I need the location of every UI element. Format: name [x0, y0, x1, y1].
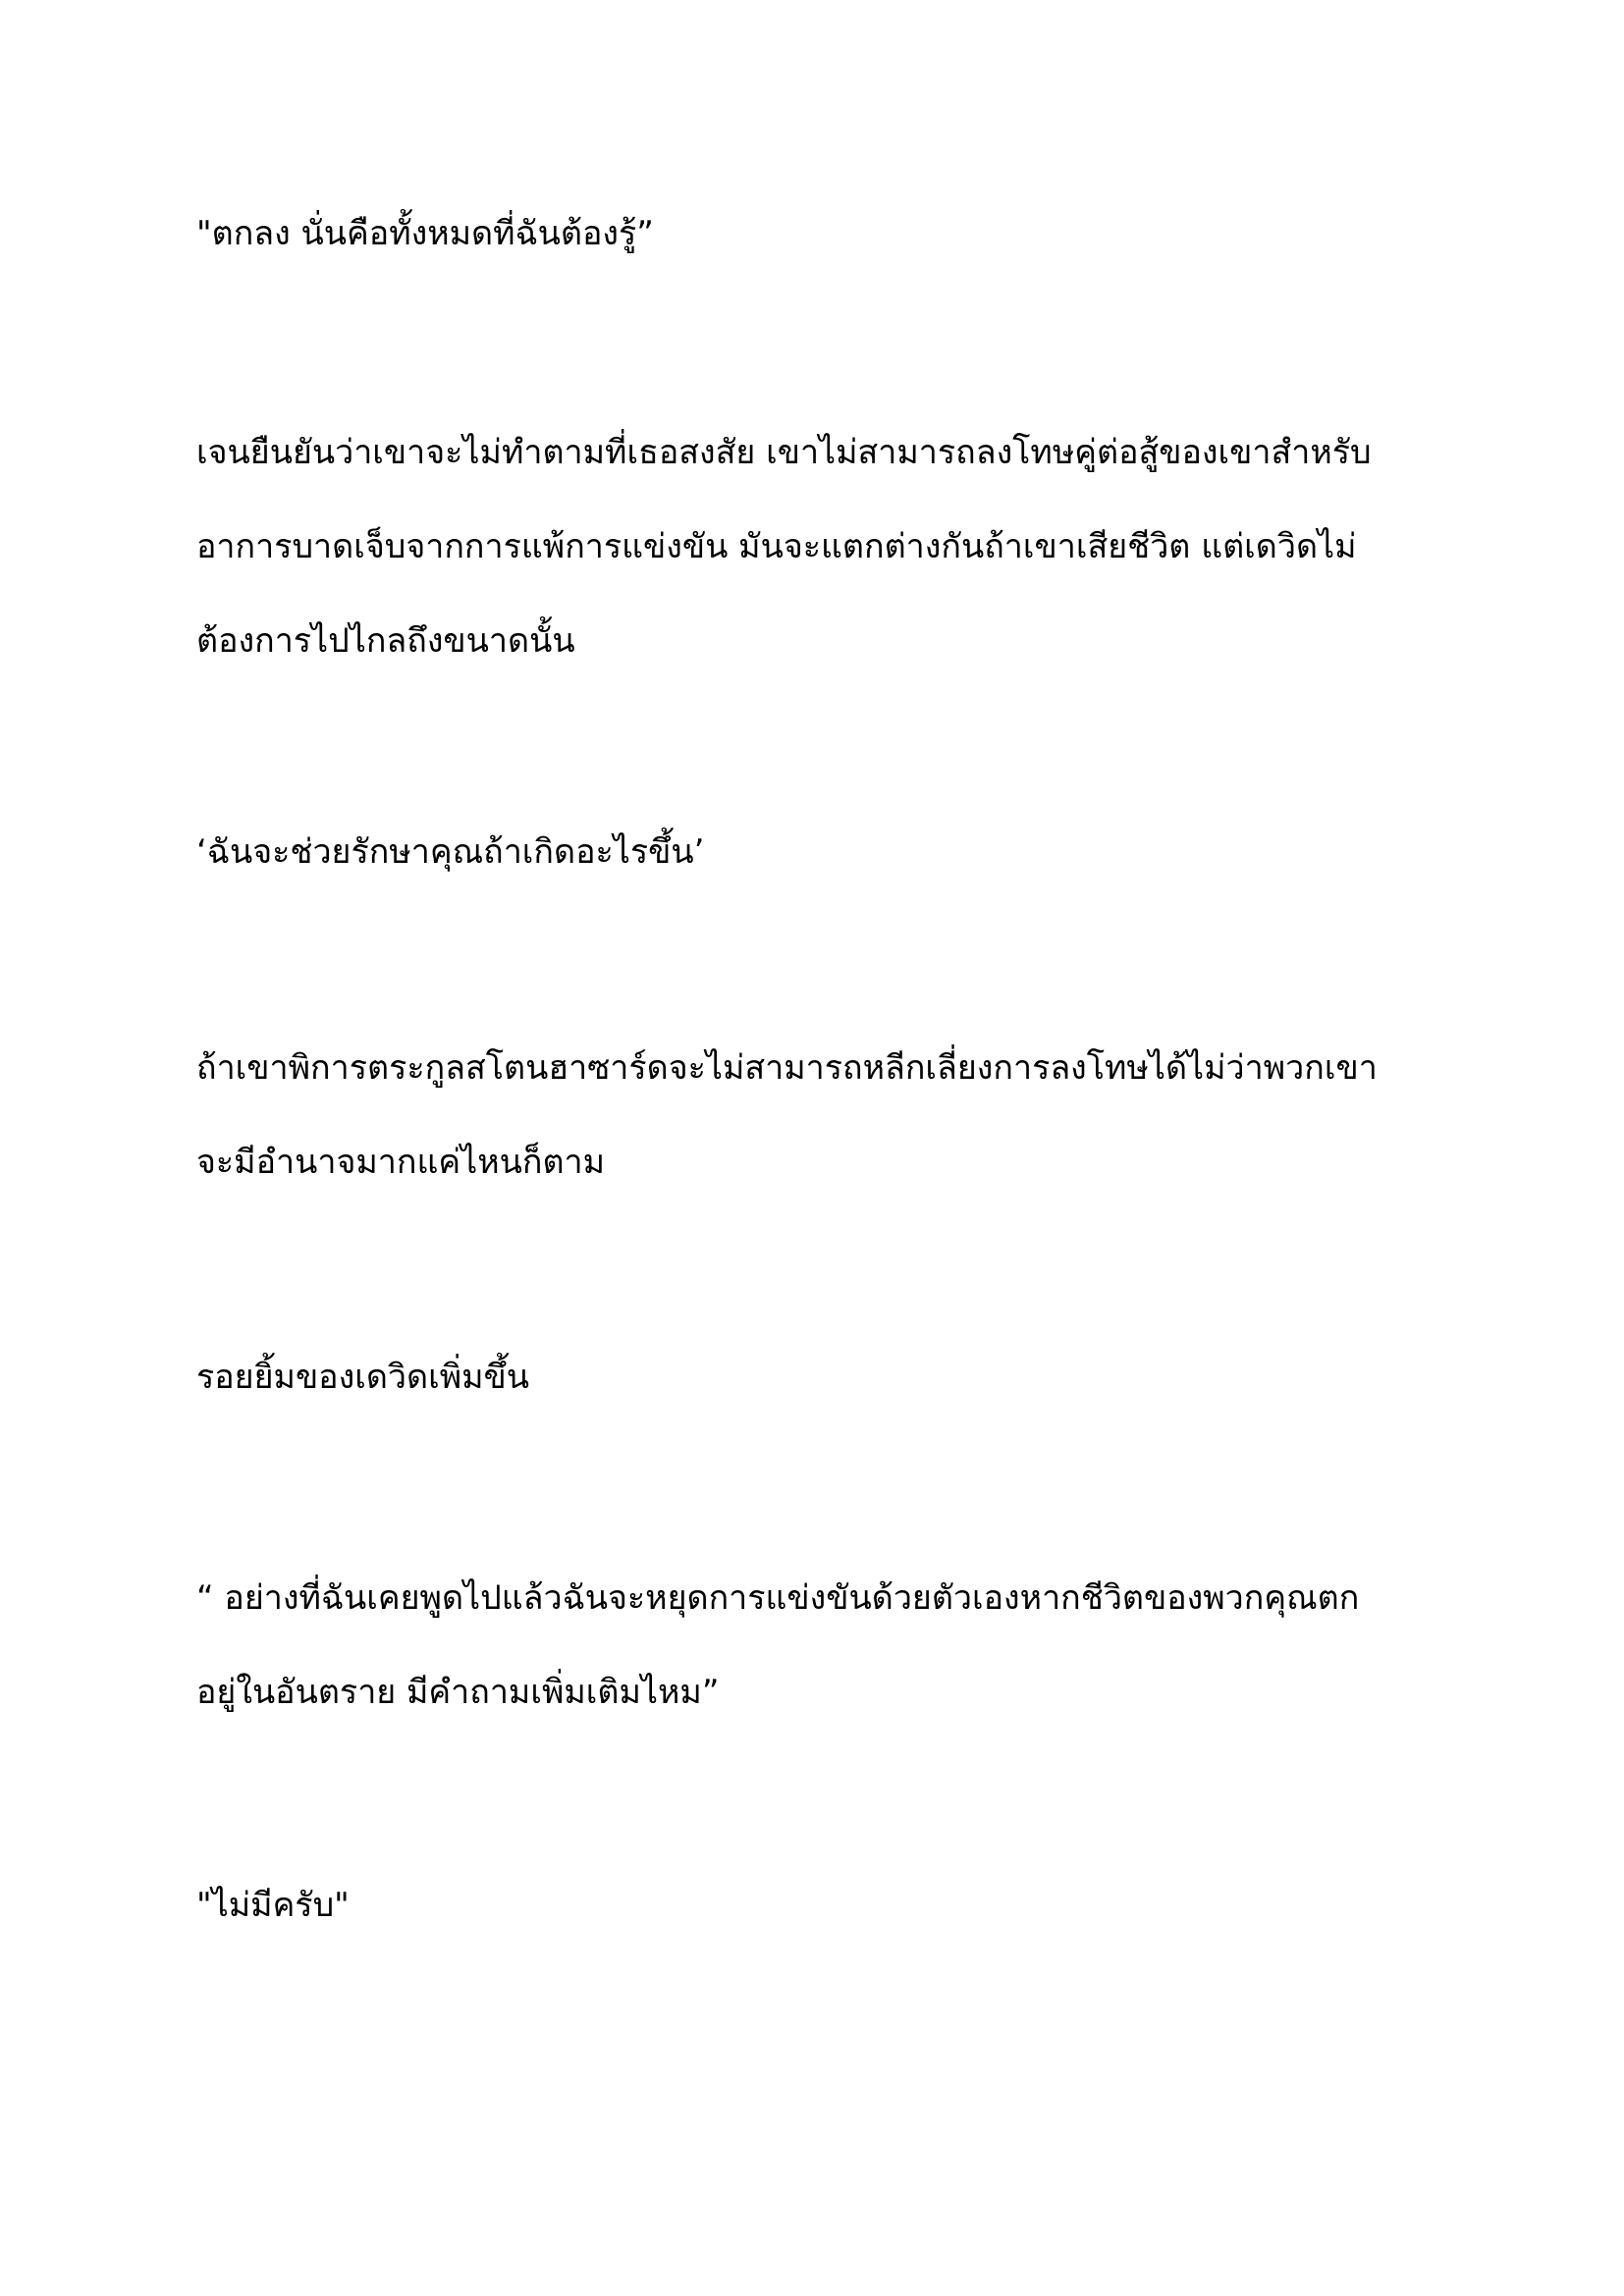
paragraph-line: จะมีอำนาจมากแค่ไหนก็ตาม	[196, 1143, 606, 1182]
paragraph-3	[196, 805, 1434, 899]
paragraph-line: อาการบาดเจ็บจากการแพ้การแข่งขัน มันจะแตกต่างกันถ้าเขาเสียชีวิต แต่เดวิดไม่	[196, 527, 1357, 566]
paragraph-line: เจนยืนยันว่าเขาจะไม่ทำตามที่เธอสงสัย เขาไม่สามารถลงโทษคู่ต่อสู้ของเขาสำหรับ	[196, 433, 1372, 472]
paragraph-4	[196, 1021, 1434, 1209]
paragraph-line: ถ้าเขาพิการตระกูลสโตนฮาซาร์ดจะไม่สามารถหลีกเลี่ยงการลงโทษได้ไม่ว่าพวกเขา	[196, 1048, 1378, 1088]
paragraph-6	[196, 1551, 1434, 1739]
paragraph-line: "ตกลง นั่นคือทั้งหมดที่ฉันต้องรู้”	[196, 214, 654, 253]
paragraph-1	[196, 187, 1434, 281]
paragraph-5	[196, 1330, 1434, 1424]
paragraph-2	[196, 405, 1434, 688]
paragraph-7	[196, 1858, 1434, 1952]
paragraph-line: รอยยิ้มของเดวิดเพิ่มขึ้น	[196, 1358, 530, 1397]
paragraph-line: อยู่ในอันตราย มีคำถามเพิ่มเติมไหม”	[196, 1673, 720, 1712]
paragraph-line: ต้องการไปไกลถึงขนาดนั้น	[196, 621, 575, 661]
paragraph-line: “ อย่างที่ฉันเคยพูดไปแล้วฉันจะหยุดการแข่งขันด้วยตัวเองหากชีวิตของพวกคุณตก	[196, 1578, 1360, 1618]
paragraph-line: ‘ฉันจะช่วยรักษาคุณถ้าเกิดอะไรขึ้น’	[196, 832, 705, 872]
paragraph-line: "ไม่มีครับ"	[196, 1886, 350, 1925]
